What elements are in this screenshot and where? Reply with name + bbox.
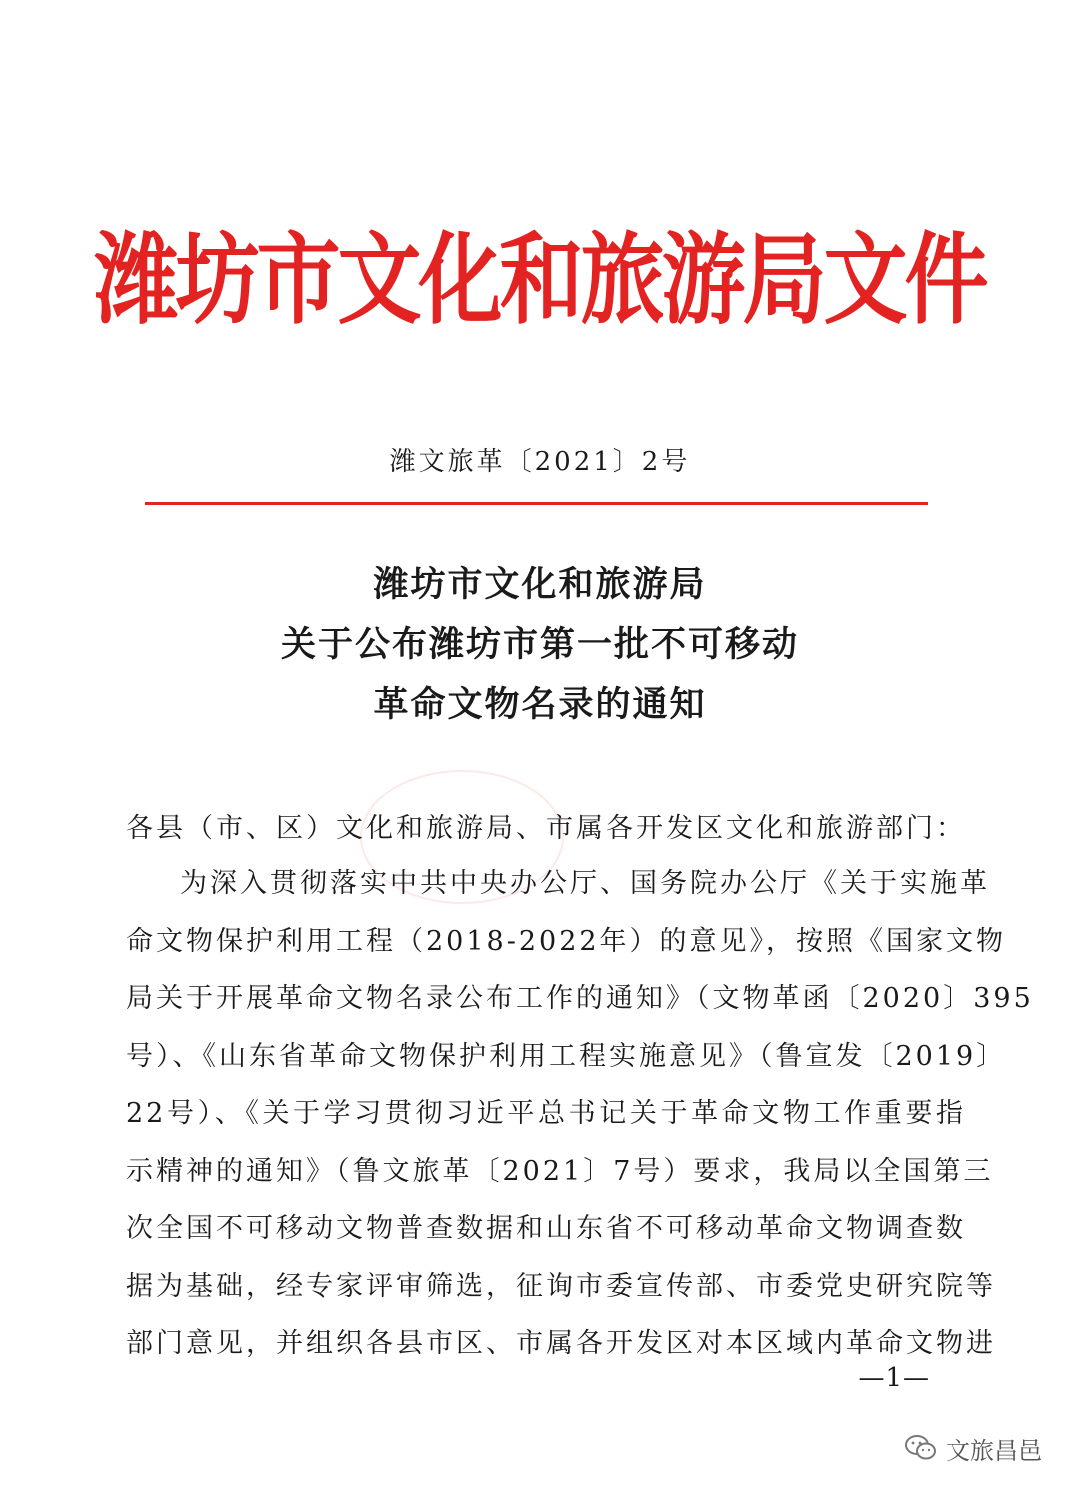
watermark[interactable]	[904, 1428, 1042, 1468]
body-line: 部门意见，并组织各县市区、市属各开发区对本区域内革命文物进	[126, 1328, 996, 1359]
title-line-2: 关于公布潍坊市第一批不可移动	[280, 625, 799, 665]
salutation: 各县（市、区）文化和旅游局、市属各开发区文化和旅游部门：	[126, 813, 966, 844]
red-divider	[145, 502, 928, 505]
wechat-icon	[904, 1434, 938, 1462]
body-line: 据为基础，经专家评审筛选，征询市委宣传部、市委党史研究院等	[126, 1270, 996, 1302]
watermark-text: 文旅昌邑	[946, 1436, 1042, 1465]
title-line-3: 革命文物名录的通知	[373, 685, 707, 725]
body-line: 命文物保护利用工程（2018-2022年）的意见》，按照《国家文物	[126, 925, 1007, 957]
document-title	[0, 555, 1080, 735]
body-line: 22号）、《关于学习贯彻习近平总书记关于革命文物工作重要指	[126, 1098, 966, 1129]
body-line: 为深入贯彻落实中共中央办公厅、国务院办公厅《关于实施革	[180, 868, 990, 899]
title-line-1: 潍坊市文化和旅游局	[373, 565, 707, 605]
masthead: 潍坊市文化和旅游局文件	[94, 222, 986, 338]
body-line: 示精神的通知》（鲁文旅革〔2021〕7号）要求，我局以全国第三	[126, 1155, 994, 1187]
page-number: —1—	[858, 1363, 930, 1393]
document-number: 潍文旅革〔2021〕2号	[389, 447, 691, 477]
body-line: 次全国不可移动文物普查数据和山东省不可移动革命文物调查数	[126, 1213, 966, 1244]
body-text	[126, 855, 1034, 1373]
body-line: 号）、《山东省革命文物保护利用工程实施意见》（鲁宣发〔2019〕	[126, 1040, 1007, 1072]
body-line: 局关于开展革命文物名录公布工作的通知》（文物革函〔2020〕395	[126, 983, 1034, 1014]
